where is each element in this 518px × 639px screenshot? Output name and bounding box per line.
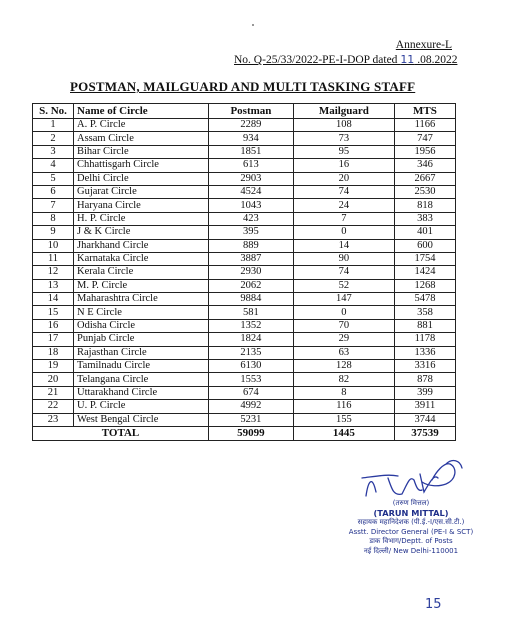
cell-mts: 383	[394, 212, 455, 225]
table-row	[33, 279, 456, 292]
cell-sno: 12	[33, 266, 74, 279]
cell-mailguard: 74	[293, 266, 394, 279]
cell-sno: 13	[33, 279, 74, 292]
cell-postman: 934	[209, 132, 294, 145]
cell-postman: 3887	[209, 252, 294, 265]
cell-circle: Telangana Circle	[74, 373, 209, 386]
cell-postman: 6130	[209, 360, 294, 373]
cell-mailguard: 128	[293, 360, 394, 373]
table-row	[33, 145, 456, 158]
table-row	[33, 346, 456, 359]
cell-sno: 7	[33, 199, 74, 212]
col-header-mts: MTS	[394, 104, 455, 119]
cell-mts: 747	[394, 132, 455, 145]
table-row	[33, 132, 456, 145]
cell-postman: 613	[209, 159, 294, 172]
table-row	[33, 333, 456, 346]
table-row	[33, 266, 456, 279]
stamp-name-hindi: (तरुण मित्तल)	[392, 499, 430, 507]
cell-circle: Punjab Circle	[74, 333, 209, 346]
ref-day-handwritten: 11	[400, 53, 415, 66]
cell-postman: 1851	[209, 145, 294, 158]
table-body	[33, 119, 456, 427]
stamp-name-english: (TARUN MITTAL)	[373, 507, 449, 518]
table-row	[33, 293, 456, 306]
stamp-designation-hindi: सहायक महानिदेशक (पी.ई.-I/एस.सी.टी.)	[357, 518, 465, 526]
cell-sno: 21	[33, 386, 74, 399]
cell-mailguard: 7	[293, 212, 394, 225]
cell-postman: 2135	[209, 346, 294, 359]
cell-postman: 2903	[209, 172, 294, 185]
cell-postman: 423	[209, 212, 294, 225]
cell-postman: 2062	[209, 279, 294, 292]
cell-sno: 16	[33, 319, 74, 332]
total-mailguard: 1445	[293, 426, 394, 440]
cell-mts: 1754	[394, 252, 455, 265]
cell-sno: 23	[33, 413, 74, 426]
cell-sno: 9	[33, 226, 74, 239]
cell-mailguard: 63	[293, 346, 394, 359]
cell-postman: 4992	[209, 400, 294, 413]
total-label: TOTAL	[33, 426, 209, 440]
table-row	[33, 373, 456, 386]
cell-mts: 3744	[394, 413, 455, 426]
cell-mailguard: 90	[293, 252, 394, 265]
page-title: POSTMAN, MAILGUARD AND MULTI TASKING STAFF	[70, 79, 416, 94]
cell-mailguard: 14	[293, 239, 394, 252]
cell-mts: 1956	[394, 145, 455, 158]
cell-mailguard: 20	[293, 172, 394, 185]
cell-sno: 19	[33, 360, 74, 373]
table-row	[33, 413, 456, 426]
table-row	[33, 252, 456, 265]
cell-circle: West Bengal Circle	[74, 413, 209, 426]
cell-mts: 1336	[394, 346, 455, 359]
ref-prefix: No. Q-25/33/2022-PE-I-DOP dated	[234, 54, 401, 66]
cell-circle: Rajasthan Circle	[74, 346, 209, 359]
cell-mts: 2530	[394, 185, 455, 198]
cell-mailguard: 29	[293, 333, 394, 346]
table-row	[33, 319, 456, 332]
cell-mts: 1268	[394, 279, 455, 292]
stamp-designation-english: Asstt. Director General (PE-I & SCT)	[348, 527, 474, 536]
handwritten-signature	[358, 452, 468, 504]
cell-circle: Assam Circle	[74, 132, 209, 145]
scan-speck	[252, 24, 254, 26]
cell-circle: M. P. Circle	[74, 279, 209, 292]
cell-circle: Gujarat Circle	[74, 185, 209, 198]
cell-sno: 3	[33, 145, 74, 158]
cell-mts: 346	[394, 159, 455, 172]
cell-sno: 11	[33, 252, 74, 265]
total-mts: 37539	[394, 426, 455, 440]
cell-postman: 674	[209, 386, 294, 399]
cell-circle: Maharashtra Circle	[74, 293, 209, 306]
cell-circle: A. P. Circle	[74, 119, 209, 132]
cell-mailguard: 0	[293, 306, 394, 319]
table-row	[33, 199, 456, 212]
table-row	[33, 185, 456, 198]
cell-mts: 1166	[394, 119, 455, 132]
col-header-mailguard: Mailguard	[293, 104, 394, 119]
cell-circle: U. P. Circle	[74, 400, 209, 413]
cell-sno: 22	[33, 400, 74, 413]
cell-mailguard: 16	[293, 159, 394, 172]
cell-mailguard: 73	[293, 132, 394, 145]
table-row	[33, 226, 456, 239]
table-row	[33, 306, 456, 319]
cell-circle: H. P. Circle	[74, 212, 209, 225]
cell-sno: 4	[33, 159, 74, 172]
cell-sno: 10	[33, 239, 74, 252]
col-header-circle: Name of Circle	[74, 104, 209, 119]
cell-postman: 581	[209, 306, 294, 319]
cell-circle: Delhi Circle	[74, 172, 209, 185]
cell-sno: 2	[33, 132, 74, 145]
cell-mts: 818	[394, 199, 455, 212]
cell-postman: 1043	[209, 199, 294, 212]
cell-mailguard: 116	[293, 400, 394, 413]
cell-mailguard: 108	[293, 119, 394, 132]
cell-mts: 399	[394, 386, 455, 399]
stamp-department: डाक विभाग/Deptt. of Posts	[369, 537, 453, 545]
cell-postman: 4524	[209, 185, 294, 198]
cell-sno: 6	[33, 185, 74, 198]
cell-mailguard: 70	[293, 319, 394, 332]
cell-circle: Uttarakhand Circle	[74, 386, 209, 399]
cell-circle: J & K Circle	[74, 226, 209, 239]
table-row	[33, 400, 456, 413]
cell-mts: 358	[394, 306, 455, 319]
table-row	[33, 360, 456, 373]
cell-mailguard: 24	[293, 199, 394, 212]
total-row	[33, 426, 456, 440]
cell-postman: 889	[209, 239, 294, 252]
cell-mailguard: 147	[293, 293, 394, 306]
cell-postman: 395	[209, 226, 294, 239]
reference-number	[234, 53, 457, 66]
cell-mts: 5478	[394, 293, 455, 306]
cell-circle: Chhattisgarh Circle	[74, 159, 209, 172]
cell-circle: Karnataka Circle	[74, 252, 209, 265]
cell-mts: 600	[394, 239, 455, 252]
page-number: 15	[425, 597, 442, 612]
cell-mailguard: 74	[293, 185, 394, 198]
cell-mailguard: 155	[293, 413, 394, 426]
cell-circle: Tamilnadu Circle	[74, 360, 209, 373]
cell-circle: Odisha Circle	[74, 319, 209, 332]
cell-postman: 2930	[209, 266, 294, 279]
stamp-location: नई दिल्ली/ New Delhi-110001	[363, 546, 459, 555]
cell-postman: 5231	[209, 413, 294, 426]
cell-mts: 3911	[394, 400, 455, 413]
table-header-row	[33, 104, 456, 119]
cell-sno: 17	[33, 333, 74, 346]
table-row	[33, 212, 456, 225]
cell-mts: 2667	[394, 172, 455, 185]
cell-mts: 401	[394, 226, 455, 239]
cell-sno: 18	[33, 346, 74, 359]
cell-sno: 20	[33, 373, 74, 386]
cell-mts: 881	[394, 319, 455, 332]
cell-postman: 9884	[209, 293, 294, 306]
cell-sno: 14	[33, 293, 74, 306]
table-row	[33, 119, 456, 132]
cell-postman: 1824	[209, 333, 294, 346]
table-row	[33, 172, 456, 185]
cell-mts: 3316	[394, 360, 455, 373]
cell-postman: 1553	[209, 373, 294, 386]
table-row	[33, 239, 456, 252]
official-stamp	[346, 499, 476, 556]
cell-mailguard: 0	[293, 226, 394, 239]
cell-circle: Jharkhand Circle	[74, 239, 209, 252]
cell-mts: 878	[394, 373, 455, 386]
ref-suffix: .08.2022	[414, 54, 458, 66]
cell-mts: 1178	[394, 333, 455, 346]
cell-mailguard: 8	[293, 386, 394, 399]
cell-circle: Haryana Circle	[74, 199, 209, 212]
cell-circle: Kerala Circle	[74, 266, 209, 279]
total-postman: 59099	[209, 426, 294, 440]
annexure-label: Annexure-L	[395, 39, 452, 51]
cell-postman: 1352	[209, 319, 294, 332]
cell-postman: 2289	[209, 119, 294, 132]
cell-sno: 1	[33, 119, 74, 132]
cell-mailguard: 52	[293, 279, 394, 292]
cell-mailguard: 82	[293, 373, 394, 386]
cell-sno: 8	[33, 212, 74, 225]
cell-mailguard: 95	[293, 145, 394, 158]
cell-sno: 15	[33, 306, 74, 319]
cell-mts: 1424	[394, 266, 455, 279]
col-header-sno: S. No.	[33, 104, 74, 119]
table-row	[33, 159, 456, 172]
staff-table	[32, 103, 456, 441]
cell-circle: Bihar Circle	[74, 145, 209, 158]
cell-circle: N E Circle	[74, 306, 209, 319]
cell-sno: 5	[33, 172, 74, 185]
table-row	[33, 386, 456, 399]
col-header-postman: Postman	[209, 104, 294, 119]
